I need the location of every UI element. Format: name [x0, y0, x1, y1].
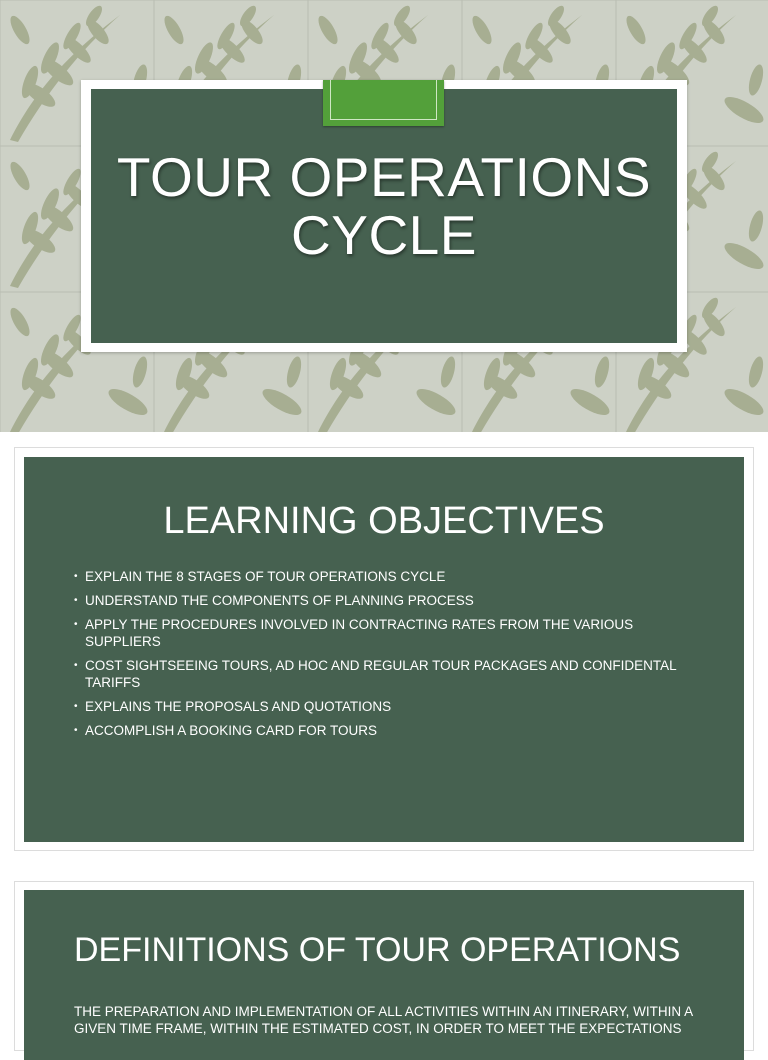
objective-item: • ACCOMPLISH A BOOKING CARD FOR TOURS — [74, 722, 704, 739]
objectives-list — [74, 568, 704, 746]
definitions-heading: DEFINITIONS OF TOUR OPERATIONS — [74, 931, 681, 969]
objectives-heading: LEARNING OBJECTIVES — [163, 500, 605, 542]
definitions-body: THE PREPARATION AND IMPLEMENTATION OF ALL ACTIVITIES WITHIN AN ITINERARY, WITHIN A GIVEN TIME FRAME, WITHIN THE ESTIMATED COST, IN ORDER TO MEET THE EXPECTATIONS — [74, 1004, 693, 1036]
objective-item: • EXPLAINS THE PROPOSALS AND QUOTATIONS — [74, 698, 704, 715]
objective-item: • APPLY THE PROCEDURES INVOLVED IN CONTRACTING RATES FROM THE VARIOUS SUPPLIERS — [74, 616, 704, 650]
objective-item: • COST SIGHTSEEING TOURS, AD HOC AND REGULAR TOUR PACKAGES AND CONFIDENTAL TARIFFS — [74, 657, 704, 691]
title-slide — [0, 0, 768, 432]
definitions-panel — [24, 890, 744, 1060]
slide-title: TOUR OPERATIONS CYCLE — [116, 146, 652, 266]
objectives-panel — [24, 457, 744, 842]
objective-item: • EXPLAIN THE 8 STAGES OF TOUR OPERATIONS CYCLE — [74, 568, 704, 585]
objective-item: • UNDERSTAND THE COMPONENTS OF PLANNING PROCESS — [74, 592, 704, 609]
definitions-slide — [14, 881, 754, 1051]
objectives-slide — [14, 447, 754, 851]
title-accent-tab-outline — [330, 80, 437, 120]
title-accent-tab — [323, 80, 444, 126]
